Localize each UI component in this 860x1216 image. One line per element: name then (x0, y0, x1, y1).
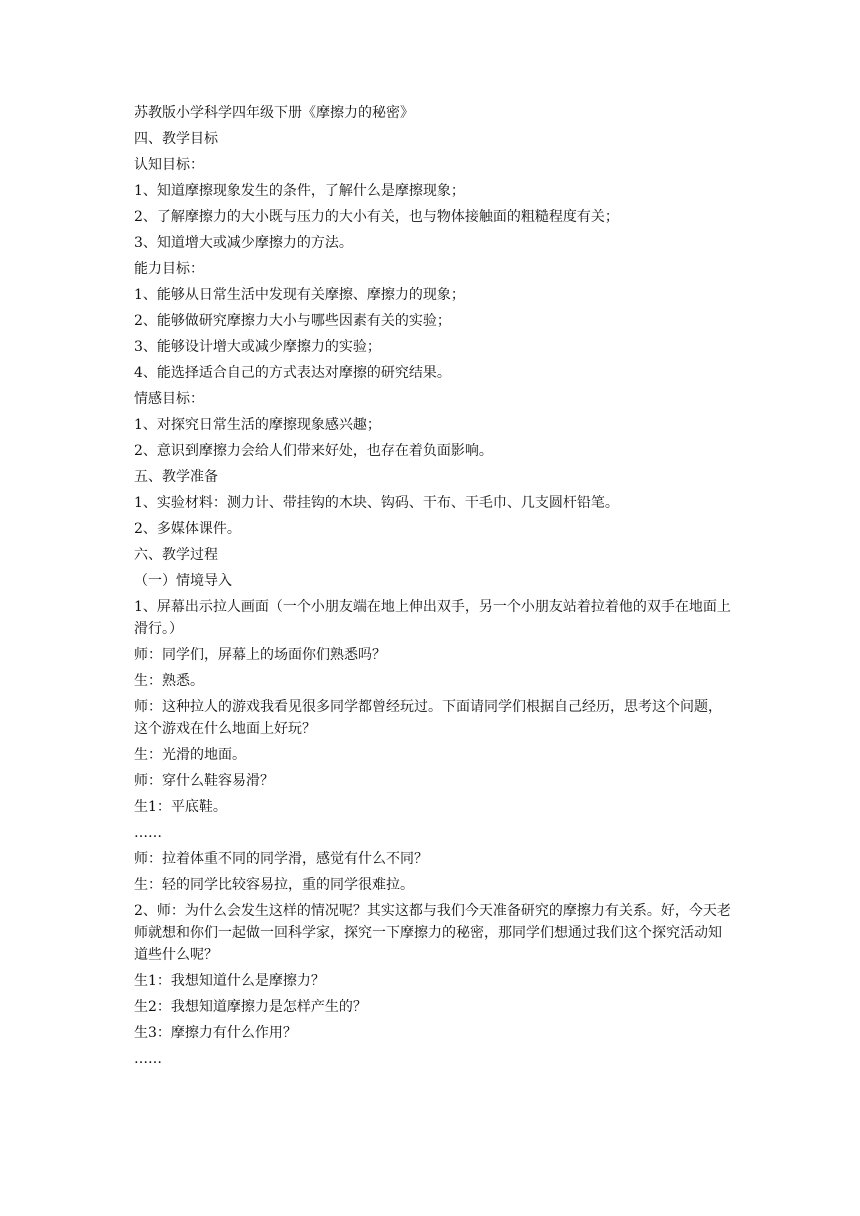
paragraph: 1、屏幕出示拉人画面（一个小朋友端在地上伸出双手，另一个小朋友站着拉着他的双手在地面上滑行。） (134, 599, 731, 637)
paragraph: 4、能选择适合自己的方式表达对摩擦的研究结果。 (134, 365, 451, 381)
subheading-emotional-goals: 情感目标： (134, 391, 204, 407)
dialogue-line: 生：光滑的地面。 (134, 747, 246, 763)
paragraph: 1、能够从日常生活中发现有关摩擦、摩擦力的现象； (134, 287, 465, 303)
section-heading-teaching-process: 六、教学过程 (134, 547, 218, 563)
paragraph: 1、实验材料：测力计、带挂钩的木块、钩码、干布、干毛巾、几支圆杆铅笔。 (134, 495, 619, 511)
paragraph: 3、能够设计增大或减少摩擦力的实验； (134, 339, 381, 355)
ellipsis: …… (134, 825, 162, 841)
dialogue-line: 生：轻的同学比较容易拉，重的同学很难拉。 (134, 877, 414, 893)
paragraph: 2、意识到摩擦力会给人们带来好处，也存在着负面影响。 (134, 443, 493, 459)
dialogue-line: 师：同学们，屏幕上的场面你们熟悉吗？ (134, 647, 386, 663)
section-heading-teaching-goals: 四、教学目标 (134, 131, 218, 147)
dialogue-line: 生1：我想知道什么是摩擦力？ (134, 973, 325, 989)
paragraph: 1、知道摩擦现象发生的条件，了解什么是摩擦现象； (134, 183, 465, 199)
subheading-scenario-introduction: （一）情境导入 (134, 573, 232, 589)
dialogue-line: 2、师：为什么会发生这样的情况呢？其实这都与我们今天准备研究的摩擦力有关系。好，今天老师就想和你们一起做一回科学家，探究一下摩擦力的秘密，那同学们想通过我们这个探究活动知道些什么呢？ (134, 903, 731, 963)
paragraph: 2、多媒体课件。 (134, 521, 241, 537)
dialogue-line: 师：穿什么鞋容易滑？ (134, 773, 274, 789)
document-page (134, 102, 734, 1074)
ellipsis: …… (134, 1051, 162, 1067)
paragraph: 1、对探究日常生活的摩擦现象感兴趣； (134, 417, 381, 433)
dialogue-line: 生2：我想知道摩擦力是怎样产生的？ (134, 999, 367, 1015)
subheading-cognitive-goals: 认知目标： (134, 157, 204, 173)
document-title: 苏教版小学科学四年级下册《摩擦力的秘密》 (134, 105, 414, 121)
dialogue-line: 生1：平底鞋。 (134, 799, 227, 815)
paragraph: 2、了解摩擦力的大小既与压力的大小有关，也与物体接触面的粗糙程度有关； (134, 209, 619, 225)
dialogue-line: 生：熟悉。 (134, 673, 204, 689)
section-heading-teaching-preparation: 五、教学准备 (134, 469, 218, 485)
paragraph: 3、知道增大或减少摩擦力的方法。 (134, 235, 353, 251)
dialogue-line: 师：拉着体重不同的同学滑，感觉有什么不同？ (134, 851, 428, 867)
paragraph: 2、能够做研究摩擦力大小与哪些因素有关的实验； (134, 313, 451, 329)
dialogue-line: 生3：摩擦力有什么作用？ (134, 1025, 297, 1041)
subheading-ability-goals: 能力目标： (134, 261, 204, 277)
dialogue-line: 师：这种拉人的游戏我看见很多同学都曾经玩过。下面请同学们根据自己经历，思考这个问题，这个游戏在什么地面上好玩？ (134, 699, 722, 737)
